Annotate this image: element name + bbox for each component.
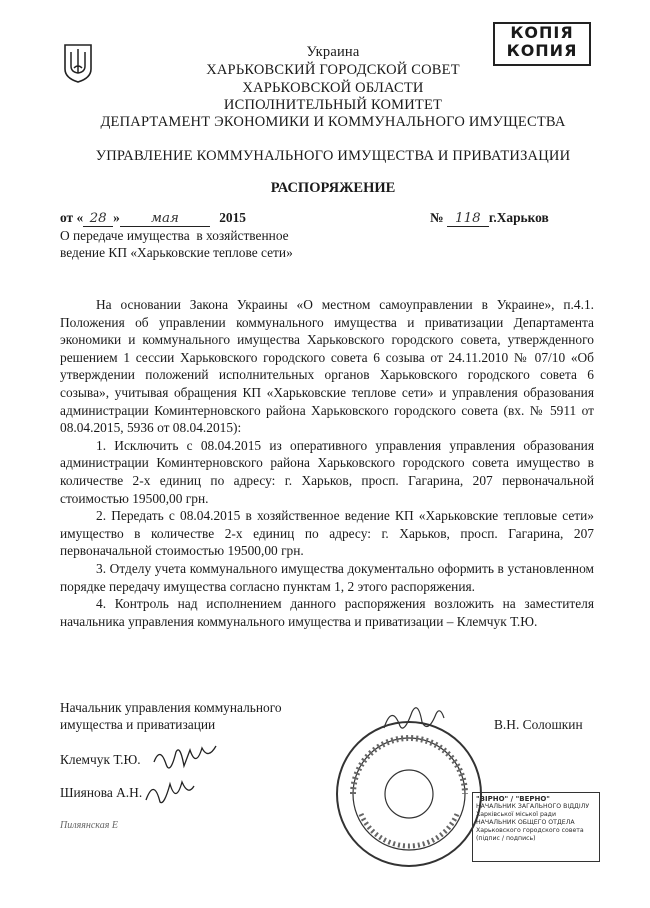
verno-line-1: НАЧАЛЬНИК ЗАГАЛЬНОГО ВІДДІЛУ xyxy=(476,803,590,810)
copy-stamp-top: КОПІЯ xyxy=(510,23,574,42)
verno-label: "ВІРНО" / "ВЕРНО" xyxy=(476,795,550,803)
date-day: 28 xyxy=(83,211,113,227)
header-committee: ИСПОЛНИТЕЛЬНЫЙ КОМИТЕТ xyxy=(223,97,443,113)
round-seal xyxy=(333,718,485,875)
verno-podpis: (підпис / подпись) xyxy=(476,835,536,842)
number-prefix: № xyxy=(430,210,444,225)
intro-paragraph: На основании Закона Украины «О местном самоуправлении в Украине», п.4.1. Положения об управлении коммунального имущества и приватизации Департамента экономики и коммунального имущества Харьковского городского совета, утвержденного решением 1 сессии Харьковского городского совета 6 созыва от 24.11.2010 № 07/10 «Об утверждении положений исполнительных органов Харьковского городского совета 6 созыва», учитывая обращения КП «Харьковские теплове сети» и управления образования администрации Коминтерновского района Харьковского городского совета (вх. № 5911 от 08.04.2015, 5936 от 08.04.2015): xyxy=(60,297,594,436)
approver-1: Клемчук Т.Ю. xyxy=(60,752,141,767)
header-administration: УПРАВЛЕНИЕ КОММУНАЛЬНОГО ИМУЩЕСТВА И ПРИВАТИЗАЦИИ xyxy=(95,148,571,164)
subject-line-1: О передаче имущества в хозяйственное xyxy=(60,228,289,243)
date-year: 2015 xyxy=(219,210,246,225)
document-title: РАСПОРЯЖЕНИЕ xyxy=(270,180,396,196)
verno-line-2: Харківської міської ради xyxy=(476,811,556,818)
header-region: ХАРЬКОВСКОЙ ОБЛАСТИ xyxy=(242,80,424,96)
header-council: ХАРЬКОВСКИЙ ГОРОДСКОЙ СОВЕТ xyxy=(206,62,460,78)
body-text xyxy=(60,296,594,630)
approver-3: Пиляянская Е xyxy=(60,820,118,831)
signer-title-2: имущества и приватизации xyxy=(60,717,216,732)
verno-stamp xyxy=(472,792,600,862)
date-mid: » xyxy=(113,210,120,225)
item-2: 2. Передать с 08.04.2015 в хозяйственное ведение КП «Харьковские тепловые сети» имущество в количестве 2-х единиц по адресу: г. Харьков, просп. Гагарина, 207 первоначальной стоимостью 19500,00 грн. xyxy=(60,508,594,559)
approver-2: Шиянова А.Н. xyxy=(60,785,143,800)
subject-line-2: ведение КП «Харьковские теплове сети» xyxy=(60,245,293,260)
copy-stamp-bottom: КОПИЯ xyxy=(506,41,578,60)
verno-line-4: Харьковского городского совета xyxy=(476,827,584,834)
item-1: 1. Исключить с 08.04.2015 из оперативного управления управления образования администрации Коминтерновского района Харьковского городского совета имущество в количестве 2-х единиц по адресу: г. Харьков, просп. Гагарина, 207 первоначальной стоимостью 19500,00 грн. xyxy=(60,437,594,506)
item-3: 3. Отделу учета коммунального имущества документально оформить в установленном порядке передачу имущества согласно пунктам 1, 2 этого распоряжения. xyxy=(60,560,594,594)
city: г.Харьков xyxy=(488,210,549,225)
number-value: 118 xyxy=(447,211,489,227)
verno-line-3: НАЧАЛЬНИК ОБЩЕГО ОТДЕЛА xyxy=(476,819,575,826)
header-department: ДЕПАРТАМЕНТ ЭКОНОМИКИ И КОММУНАЛЬНОГО ИМУЩЕСТВА xyxy=(100,114,566,130)
signature-shiyanova xyxy=(142,776,196,813)
signer-name: В.Н. Солошкин xyxy=(494,717,583,732)
date-month: мая xyxy=(120,211,210,227)
item-4: 4. Контроль над исполнением данного распоряжения возложить на заместителя начальника управления коммунального имущества и приватизации – Клемчук Т.Ю. xyxy=(60,596,594,629)
header-country: Украина xyxy=(306,44,360,60)
date-line xyxy=(60,210,246,227)
date-prefix: от « xyxy=(60,210,84,225)
signer-title-1: Начальник управления коммунального xyxy=(60,700,282,715)
number-line xyxy=(430,210,549,227)
